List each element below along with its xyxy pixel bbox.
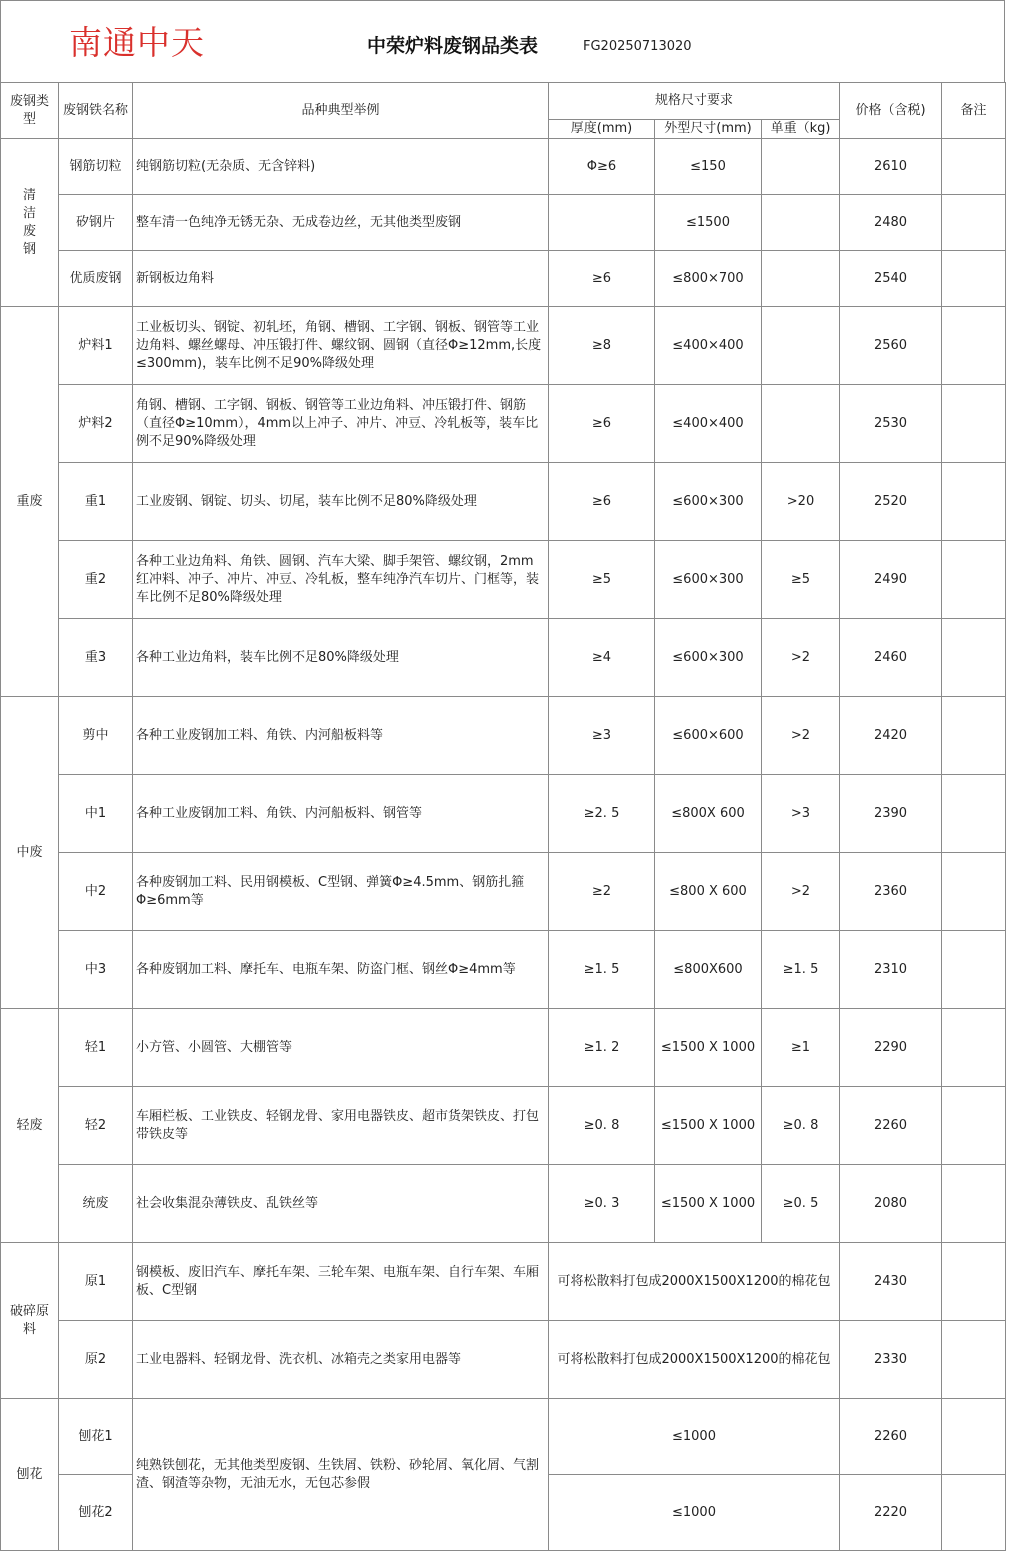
- row-thickness: [549, 195, 655, 251]
- row-note: [942, 1399, 1006, 1475]
- row-thickness: ≥6: [549, 385, 655, 463]
- row-desc: 社会收集混杂薄铁皮、乱铁丝等: [133, 1165, 549, 1243]
- row-desc: 工业废钢、钢锭、切头、切尾，装车比例不足80%降级处理: [133, 463, 549, 541]
- row-spec: ≤1000: [549, 1399, 840, 1475]
- row-weight: >3: [762, 775, 840, 853]
- row-weight: [762, 307, 840, 385]
- row-thickness: ≥5: [549, 541, 655, 619]
- row-desc: 新钢板边角料: [133, 251, 549, 307]
- row-price: 2540: [840, 251, 942, 307]
- row-note: [942, 195, 1006, 251]
- row-price: 2390: [840, 775, 942, 853]
- shavings-desc: 纯熟铁刨花，无其他类型废钢、生铁屑、铁粉、砂轮屑、氧化屑、气割渣、钢渣等杂物，无油无水，无包芯参假: [133, 1399, 549, 1551]
- brand-logo-text: 南通中天: [69, 23, 205, 62]
- col-header-weight: 单重（kg): [762, 120, 840, 139]
- row-price: 2360: [840, 853, 942, 931]
- row-size: ≤600×600: [655, 697, 762, 775]
- row-weight: >2: [762, 853, 840, 931]
- row-weight: ≥0. 8: [762, 1087, 840, 1165]
- row-name: 轻1: [59, 1009, 133, 1087]
- row-name: 矽钢片: [59, 195, 133, 251]
- row-note: [942, 541, 1006, 619]
- row-name: 重1: [59, 463, 133, 541]
- row-price: 2520: [840, 463, 942, 541]
- row-price: 2260: [840, 1087, 942, 1165]
- row-note: [942, 1009, 1006, 1087]
- row-name: 重2: [59, 541, 133, 619]
- row-spec: ≤1000: [549, 1475, 840, 1551]
- document-code: FG20250713020: [583, 39, 692, 54]
- table-row: [1, 1009, 1006, 1087]
- table-row: [1, 195, 1006, 251]
- table-row: [1, 1321, 1006, 1399]
- row-note: [942, 931, 1006, 1009]
- table-row: [1, 251, 1006, 307]
- row-name: 刨花1: [59, 1399, 133, 1475]
- row-thickness: ≥1. 5: [549, 931, 655, 1009]
- row-size: ≤600×300: [655, 463, 762, 541]
- row-name: 轻2: [59, 1087, 133, 1165]
- row-desc: 各种工业废钢加工料、角铁、内河船板料等: [133, 697, 549, 775]
- row-price: 2610: [840, 139, 942, 195]
- row-desc: 各种工业废钢加工料、角铁、内河船板料、钢管等: [133, 775, 549, 853]
- row-price: 2220: [840, 1475, 942, 1551]
- row-name: 统废: [59, 1165, 133, 1243]
- row-weight: ≥1: [762, 1009, 840, 1087]
- row-weight: [762, 385, 840, 463]
- row-price: 2080: [840, 1165, 942, 1243]
- row-price: 2490: [840, 541, 942, 619]
- row-name: 原1: [59, 1243, 133, 1321]
- row-note: [942, 619, 1006, 697]
- row-name: 刨花2: [59, 1475, 133, 1551]
- row-thickness: ≥8: [549, 307, 655, 385]
- row-weight: [762, 251, 840, 307]
- row-size: ≤800X 600: [655, 775, 762, 853]
- row-name: 中3: [59, 931, 133, 1009]
- row-desc: 各种废钢加工料、民用钢模板、C型钢、弹簧Φ≥4.5mm、钢筋扎箍Φ≥6mm等: [133, 853, 549, 931]
- row-name: 剪中: [59, 697, 133, 775]
- row-spec: 可将松散料打包成2000X1500X1200的棉花包: [549, 1243, 840, 1321]
- row-price: 2420: [840, 697, 942, 775]
- group-crush: 破碎原料: [1, 1243, 59, 1399]
- row-size: ≤800×700: [655, 251, 762, 307]
- row-thickness: ≥0. 8: [549, 1087, 655, 1165]
- row-price: 2530: [840, 385, 942, 463]
- row-note: [942, 1475, 1006, 1551]
- row-desc: 小方管、小圆管、大棚管等: [133, 1009, 549, 1087]
- row-size: ≤400×400: [655, 307, 762, 385]
- row-note: [942, 853, 1006, 931]
- row-thickness: ≥6: [549, 251, 655, 307]
- scrap-steel-table: [0, 82, 1006, 1551]
- row-note: [942, 1243, 1006, 1321]
- row-thickness: ≥0. 3: [549, 1165, 655, 1243]
- col-header-spec: 规格尺寸要求: [549, 83, 840, 120]
- row-size: ≤600×300: [655, 619, 762, 697]
- row-size: ≤800X600: [655, 931, 762, 1009]
- table-row: [1, 1399, 1006, 1475]
- row-desc: 纯钢筋切粒(无杂质、无含锌料): [133, 139, 549, 195]
- row-desc: 各种工业边角料、角铁、圆钢、汽车大梁、脚手架管、螺纹钢，2mm红冲料、冲子、冲片、冲豆、冷轧板，整车纯净汽车切片、门框等，装车比例不足80%降级处理: [133, 541, 549, 619]
- row-desc: 工业电器料、轻钢龙骨、洗衣机、冰箱壳之类家用电器等: [133, 1321, 549, 1399]
- row-weight: [762, 195, 840, 251]
- row-note: [942, 1165, 1006, 1243]
- row-name: 优质废钢: [59, 251, 133, 307]
- table-row: [1, 1243, 1006, 1321]
- col-header-size: 外型尺寸(mm): [655, 120, 762, 139]
- row-thickness: ≥4: [549, 619, 655, 697]
- row-size: ≤1500 X 1000: [655, 1009, 762, 1087]
- col-header-note: 备注: [942, 83, 1006, 139]
- col-header-example: 品种典型举例: [133, 83, 549, 139]
- row-note: [942, 307, 1006, 385]
- row-thickness: ≥1. 2: [549, 1009, 655, 1087]
- row-note: [942, 139, 1006, 195]
- row-weight: >2: [762, 697, 840, 775]
- group-shavings: 刨花: [1, 1399, 59, 1551]
- row-thickness: ≥6: [549, 463, 655, 541]
- row-desc: 工业板切头、钢锭、初轧坯，角钢、槽钢、工字钢、钢板、钢管等工业边角料、螺丝螺母、冲压锻打件、螺纹钢、圆钢（直径Φ≥12mm,长度≤300mm)，装车比例不足90%降级处理: [133, 307, 549, 385]
- row-name: 原2: [59, 1321, 133, 1399]
- row-name: 炉料1: [59, 307, 133, 385]
- table-row: [1, 853, 1006, 931]
- table-row: [1, 385, 1006, 463]
- row-desc: 整车清一色纯净无锈无杂、无成卷边丝，无其他类型废钢: [133, 195, 549, 251]
- row-price: 2480: [840, 195, 942, 251]
- row-name: 重3: [59, 619, 133, 697]
- row-weight: [762, 139, 840, 195]
- table-row: [1, 1087, 1006, 1165]
- row-weight: >20: [762, 463, 840, 541]
- row-note: [942, 251, 1006, 307]
- table-row: [1, 139, 1006, 195]
- row-note: [942, 775, 1006, 853]
- row-thickness: ≥2: [549, 853, 655, 931]
- row-thickness: ≥2. 5: [549, 775, 655, 853]
- row-size: ≤400×400: [655, 385, 762, 463]
- row-desc: 各种工业边角料，装车比例不足80%降级处理: [133, 619, 549, 697]
- document-header: [0, 0, 1005, 82]
- row-price: 2560: [840, 307, 942, 385]
- row-size: ≤800 X 600: [655, 853, 762, 931]
- table-row: [1, 463, 1006, 541]
- table-row: [1, 1165, 1006, 1243]
- row-price: 2260: [840, 1399, 942, 1475]
- group-light: 轻废: [1, 1009, 59, 1243]
- page-title: 中荣炉料废钢品类表: [367, 35, 539, 57]
- row-size: ≤1500 X 1000: [655, 1087, 762, 1165]
- table-row: [1, 307, 1006, 385]
- row-weight: >2: [762, 619, 840, 697]
- row-note: [942, 697, 1006, 775]
- row-price: 2310: [840, 931, 942, 1009]
- table-row: [1, 697, 1006, 775]
- row-thickness: Φ≥6: [549, 139, 655, 195]
- table-row: [1, 619, 1006, 697]
- row-thickness: ≥3: [549, 697, 655, 775]
- row-name: 炉料2: [59, 385, 133, 463]
- row-weight: ≥5: [762, 541, 840, 619]
- row-size: ≤1500 X 1000: [655, 1165, 762, 1243]
- row-note: [942, 385, 1006, 463]
- row-size: ≤150: [655, 139, 762, 195]
- col-header-thickness: 厚度(mm): [549, 120, 655, 139]
- row-weight: ≥0. 5: [762, 1165, 840, 1243]
- row-price: 2460: [840, 619, 942, 697]
- col-header-name: 废钢铁名称: [59, 83, 133, 139]
- row-price: 2430: [840, 1243, 942, 1321]
- row-desc: 车厢栏板、工业铁皮、轻钢龙骨、家用电器铁皮、超市货架铁皮、打包带铁皮等: [133, 1087, 549, 1165]
- row-note: [942, 1087, 1006, 1165]
- row-desc: 角钢、槽钢、工字钢、钢板、钢管等工业边角料、冲压锻打件、钢筋（直径Φ≥10mm），4mm以上冲子、冲片、冲豆、冷轧板等，装车比例不足90%降级处理: [133, 385, 549, 463]
- row-price: 2330: [840, 1321, 942, 1399]
- group-heavy: 重废: [1, 307, 59, 697]
- row-size: ≤1500: [655, 195, 762, 251]
- row-name: 中1: [59, 775, 133, 853]
- col-header-type: 废钢类型: [1, 83, 59, 139]
- table-row: [1, 931, 1006, 1009]
- row-spec: 可将松散料打包成2000X1500X1200的棉花包: [549, 1321, 840, 1399]
- row-note: [942, 1321, 1006, 1399]
- row-price: 2290: [840, 1009, 942, 1087]
- row-desc: 各种废钢加工料、摩托车、电瓶车架、防盗门框、钢丝Φ≥4mm等: [133, 931, 549, 1009]
- group-clean: 清洁废钢: [1, 139, 59, 307]
- group-medium: 中废: [1, 697, 59, 1009]
- row-size: ≤600×300: [655, 541, 762, 619]
- row-note: [942, 463, 1006, 541]
- row-name: 钢筋切粒: [59, 139, 133, 195]
- row-weight: ≥1. 5: [762, 931, 840, 1009]
- table-row: [1, 541, 1006, 619]
- row-name: 中2: [59, 853, 133, 931]
- col-header-price: 价格（含税): [840, 83, 942, 139]
- table-row: [1, 775, 1006, 853]
- row-desc: 钢模板、废旧汽车、摩托车架、三轮车架、电瓶车架、自行车架、车厢板、C型钢: [133, 1243, 549, 1321]
